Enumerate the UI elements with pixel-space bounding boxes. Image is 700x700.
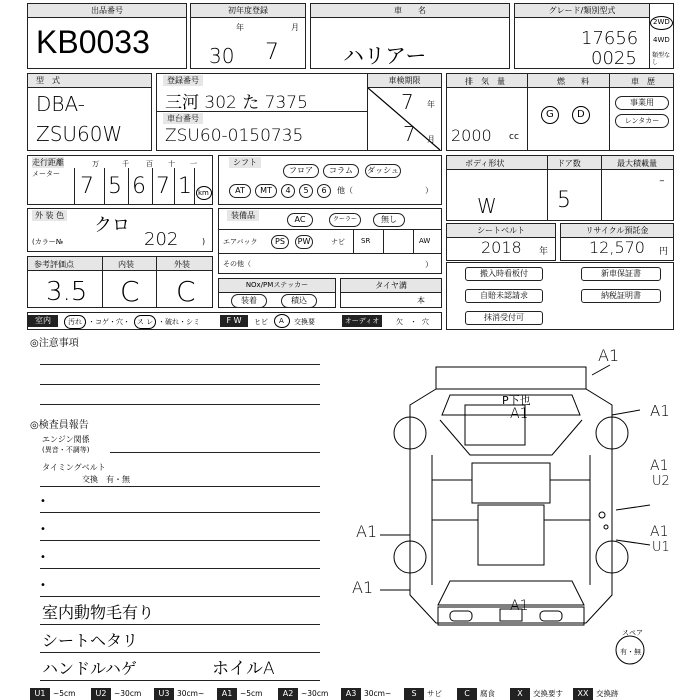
equipment-ps: PS — [271, 235, 289, 249]
damage-mark-4: A1 — [650, 458, 669, 474]
legend-desc-s: サビ — [427, 689, 442, 698]
fw-crack: ヒビ — [254, 318, 268, 326]
doors-value: 5 — [557, 188, 571, 213]
chassis-label: 車台番号 — [163, 113, 203, 124]
ref-score-value: 3.5 — [46, 277, 88, 307]
equipment-other-close: ） — [425, 260, 433, 269]
capacity-value: - — [659, 170, 665, 189]
condition-row — [27, 312, 442, 330]
equipment-other: その他（ — [223, 260, 251, 268]
interior-notes-label: 室内 — [28, 315, 58, 327]
legend-desc-u1: ~5cm — [53, 689, 76, 698]
damage-mark-9: A1 — [352, 578, 374, 597]
mileage-digit-2: 5 — [108, 174, 122, 199]
shift-other-close: ） — [425, 186, 433, 195]
history-commercial: 事業用 — [615, 96, 669, 110]
equipment-label: 装備品 — [227, 210, 259, 221]
shift-other: 他（ — [337, 186, 353, 195]
nox-attached: 装着 — [231, 294, 267, 308]
note-seat-wear: シートヘタリ — [42, 631, 139, 650]
tire-unit: 本 — [417, 296, 425, 305]
registration-number: 三河 302 た 7375 — [165, 93, 308, 113]
color-label: 外 装 色 — [32, 210, 67, 221]
grade-box — [514, 3, 674, 69]
caution-label: ◎注意事項 — [30, 338, 79, 349]
fuel-g: G — [546, 109, 554, 120]
fw-a: A — [279, 317, 284, 325]
recycle-box — [560, 223, 674, 261]
registration-label: 登録番号 — [163, 75, 203, 86]
doc-signboard: 搬入時看板付 — [465, 267, 543, 281]
interior-burn-hole: ・コゲ・穴・ — [88, 318, 130, 326]
legend-code-u3: U3 — [154, 688, 174, 700]
legend-desc-x: 交換要す — [533, 689, 563, 698]
grade-label: グレード/類別型式 — [515, 4, 649, 18]
note-steering-wear: ハンドルハゲ — [42, 659, 137, 678]
legend-code-u1: U1 — [30, 688, 50, 700]
engine-box — [446, 73, 674, 151]
equipment-sr: SR — [361, 237, 371, 245]
damage-mark-10: A1 — [510, 598, 529, 614]
model-label: 型 式 — [28, 74, 151, 88]
damage-mark-5: U2 — [652, 474, 670, 489]
legend-desc-xx: 交換跡 — [596, 689, 619, 698]
recycle-label: リサイクル預託金 — [561, 224, 673, 238]
inspection-year: 7 — [401, 90, 414, 114]
inspection-month: 7 — [403, 122, 416, 146]
fw-replace: 交換要 — [294, 318, 315, 326]
legend-code-xx: XX — [573, 688, 593, 700]
scores-box — [27, 256, 213, 308]
legend-bar — [30, 688, 672, 700]
legend-desc-a1: ~5cm — [240, 689, 263, 698]
shift-box — [218, 155, 442, 205]
shift-mt: MT — [255, 184, 277, 198]
doors-label: ドア数 — [557, 159, 581, 168]
unit-man: 万 — [92, 160, 99, 168]
equipment-aw: AW — [419, 237, 431, 245]
grade-line2: 0025 — [591, 48, 637, 69]
color-code-label: (カラー№ — [32, 238, 64, 246]
nox-loaded: 積込 — [281, 294, 317, 308]
damage-mark-7: U1 — [652, 540, 670, 555]
seatbelt-box — [446, 223, 556, 261]
drive-4wd: 4WD — [653, 36, 670, 44]
mileage-digit-4: 7 — [156, 174, 170, 199]
shift-at: AT — [229, 184, 251, 198]
nox-box — [218, 278, 336, 308]
lot-number-box — [27, 3, 187, 69]
fw-label: F W — [220, 315, 248, 327]
note-wheel-a: ホイルA — [212, 659, 275, 679]
audio-dot: ・ — [410, 318, 417, 326]
history-rental: レンタカー — [615, 114, 669, 128]
seatbelt-value: 2018 — [481, 238, 522, 257]
fuel-label: 燃 料 — [557, 77, 589, 86]
pipe-label: P下也 — [502, 394, 531, 407]
unit-ju: 十 — [168, 160, 175, 168]
spare-label: スペア — [622, 629, 643, 637]
color-box — [27, 208, 213, 252]
shift-floor: フロア — [283, 164, 319, 178]
damage-mark-8: A1 — [356, 522, 378, 541]
legend-desc-u3: 30cm~ — [177, 689, 205, 698]
mileage-digit-5: 1 — [178, 174, 192, 199]
color-code-close: ) — [202, 237, 206, 246]
audio-label: オーディオ — [342, 315, 382, 327]
body-shape-value: W — [477, 194, 497, 218]
legend-code-c: C — [457, 688, 477, 700]
engine-sub: (異音・不調等) — [42, 446, 90, 454]
ref-score-label: 参考評価点 — [34, 260, 74, 269]
audio-missing: 欠 — [396, 318, 403, 326]
legend-code-s: S — [404, 688, 424, 700]
equipment-cooler: クーラー — [329, 213, 361, 227]
year-unit: 年 — [236, 23, 244, 32]
doc-tax: 納税証明書 — [581, 289, 661, 303]
documents-box — [446, 262, 674, 330]
interior-score-label: 内装 — [118, 260, 134, 269]
doc-insurance: 自賠未認請求 — [465, 289, 543, 303]
model-box — [27, 73, 152, 151]
recycle-value: 12,570 — [589, 238, 645, 257]
note-pet-hair: 室内動物毛有り — [42, 603, 155, 622]
history-label: 車 歴 — [631, 77, 655, 86]
mileage-box — [27, 155, 213, 205]
shift-6: 6 — [317, 184, 331, 198]
model-prefix: DBA- — [36, 92, 85, 116]
car-name-label: 車 名 — [311, 4, 509, 18]
shift-dash: ダッシュ — [365, 164, 401, 178]
first-registration-year: 30 — [209, 44, 235, 68]
equipment-pw: PW — [295, 235, 313, 249]
lot-number: KB0033 — [36, 24, 150, 60]
legend-code-a1: A1 — [217, 688, 237, 700]
month-unit: 月 — [291, 23, 299, 32]
unit-ichi: 一 — [190, 160, 197, 168]
registration-box — [156, 73, 442, 151]
doc-warranty: 新車保証書 — [581, 267, 661, 281]
inspection-label: 車検期限 — [368, 74, 441, 88]
first-registration-month: 7 — [265, 40, 279, 65]
body-box — [446, 155, 674, 221]
shift-label: シフト — [229, 157, 261, 168]
unit-km: km — [198, 189, 209, 197]
legend-code-a2: A2 — [278, 688, 298, 700]
seatbelt-unit: 年 — [539, 247, 549, 257]
equipment-none: 無し — [373, 213, 405, 227]
inspector-label: ◎検査員報告 — [30, 420, 89, 431]
first-registration-label: 初年度登録 — [191, 4, 305, 18]
shift-column: コラム — [323, 164, 359, 178]
body-shape-label: ボディ形状 — [465, 159, 505, 168]
exterior-score-value: C — [176, 275, 196, 308]
damage-mark-1: A1 — [598, 346, 620, 365]
nox-label: NOx/PMステッカー — [219, 279, 335, 293]
legend-code-u2: U2 — [91, 688, 111, 700]
spare-opts: 有・無 — [620, 648, 641, 656]
legend-code-x: X — [510, 688, 530, 700]
timing-belt-opts: 交換 有・無 — [82, 475, 130, 484]
doc-cancel: 抹消受付可 — [465, 311, 543, 325]
displacement-unit: cc — [509, 132, 519, 142]
mileage-digit-1: 7 — [80, 174, 94, 199]
displacement-label: 排 気 量 — [465, 77, 505, 86]
legend-desc-c: 腐食 — [480, 689, 495, 698]
exterior-score-label: 外装 — [174, 260, 190, 269]
equipment-box — [218, 208, 442, 274]
legend-code-a3: A3 — [341, 688, 361, 700]
equipment-navi: ナビ — [331, 238, 345, 246]
recycle-unit: 円 — [659, 247, 669, 257]
drive-none: 類型なし — [652, 52, 671, 66]
engine-label: エンジン関係 — [42, 435, 90, 444]
damage-mark-3: A1 — [650, 402, 670, 420]
damage-mark-2: A1 — [510, 406, 529, 422]
timing-belt-label: タイミングベルト — [42, 463, 106, 472]
chassis-number: ZSU60-0150735 — [165, 126, 304, 146]
fuel-d: D — [577, 109, 585, 120]
first-registration-box — [190, 3, 306, 69]
interior-score-value: C — [120, 275, 140, 308]
lot-number-label: 出品番号 — [28, 4, 186, 18]
interior-scuff: ス レ — [134, 315, 156, 329]
unit-sen: 千 — [122, 160, 129, 168]
drive-2wd: 2WD — [653, 18, 670, 26]
tire-box — [340, 278, 442, 308]
seatbelt-label: シートベルト — [447, 224, 555, 238]
grade-line1: 17656 — [581, 28, 639, 49]
model-value: ZSU60W — [36, 122, 123, 146]
meter-label: メーター — [32, 170, 60, 178]
color-code-value: 202 — [144, 229, 179, 250]
tire-label: タイヤ溝 — [341, 279, 441, 293]
damage-mark-6: A1 — [650, 524, 669, 540]
equipment-ac: AC — [287, 213, 313, 227]
interior-tear-stain: ・破れ・シミ — [158, 318, 200, 326]
inspection-month-unit: 月 — [427, 135, 435, 144]
car-name: ハリアー — [343, 44, 427, 68]
inspection-year-unit: 年 — [427, 100, 435, 109]
mileage-digit-3: 6 — [132, 174, 146, 199]
capacity-label: 最大積載量 — [617, 159, 657, 168]
legend-desc-u2: ~30cm — [114, 689, 142, 698]
displacement-value: 2000 — [451, 126, 492, 145]
car-name-box — [310, 3, 510, 69]
color-value: クロ — [94, 215, 130, 236]
interior-dirty: 汚れ — [64, 315, 86, 329]
equipment-airbag: エアバック — [223, 238, 258, 246]
legend-desc-a3: 30cm~ — [364, 689, 392, 698]
shift-5: 5 — [299, 184, 313, 198]
shift-4: 4 — [281, 184, 295, 198]
unit-hyaku: 百 — [146, 160, 153, 168]
mileage-label: 走行距離 — [32, 158, 64, 167]
legend-desc-a2: ~30cm — [301, 689, 329, 698]
audio-hole: 穴 — [422, 318, 429, 326]
